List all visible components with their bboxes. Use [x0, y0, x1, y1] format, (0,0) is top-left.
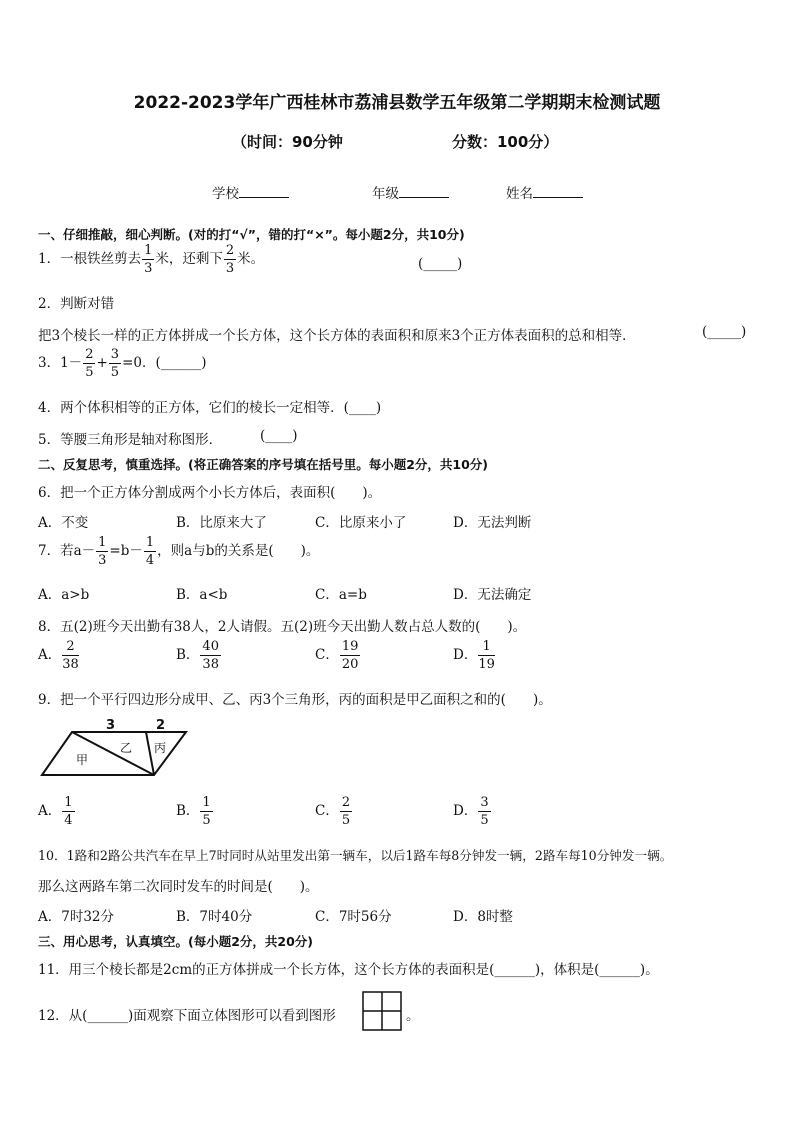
question-1-answer-blank: (_____) [418, 256, 463, 272]
fraction: $\frac{2}{5}$ [341, 795, 351, 828]
question-4: 4．两个体积相等的正方体，它们的棱长一定相等．(____) [38, 400, 382, 416]
exam-score: 分数：100分） [452, 133, 559, 151]
question-6: 6．把一个正方体分割成两个小长方体后，表面积( )。 [38, 485, 382, 501]
fraction: $\frac{1}{19}$ [478, 639, 495, 672]
q9-option-a: A． $\frac{1}{4}$ [38, 795, 73, 828]
fraction: $\frac{1}{3}$ [98, 535, 107, 568]
question-7: 7．若a－ $\frac{1}{3}$ =b－ $\frac{1}{4}$ ，则a与b的关系是( )。 [38, 535, 320, 568]
q7-option-c: C．a=b [315, 587, 367, 603]
q7-option-d: D．无法确定 [453, 587, 532, 603]
page-title: 2022-2023学年广西桂林市荔浦县数学五年级第二学期期末检测试题 [133, 93, 661, 113]
question-12-end: 。 [406, 1008, 420, 1024]
q8-option-d: D． $\frac{1}{19}$ [453, 639, 495, 672]
fraction: $\frac{2}{5}$ [85, 347, 94, 380]
label-2: 2 [156, 718, 166, 733]
fraction: $\frac{3}{5}$ [110, 347, 120, 380]
section-3-heading: 三、用心思考，认真填空。(每小题2分，共20分) [38, 934, 314, 949]
q6-option-b: B．比原来大了 [176, 515, 267, 531]
name-field: 姓名 [506, 182, 583, 202]
question-2-answer-blank: (_____) [702, 324, 747, 340]
q9-option-c: C． $\frac{2}{5}$ [315, 795, 351, 828]
q10-option-b: B．7时40分 [176, 909, 253, 925]
q8-option-b: B． $\frac{40}{38}$ [176, 639, 219, 672]
question-1: 1．一根铁丝剪去 $\frac{1}{3}$ 米，还剩下 $\frac{2}{3}$ 米。 [38, 243, 265, 276]
parallelogram-figure [40, 716, 200, 778]
q10-option-c: C．7时56分 [315, 909, 392, 925]
grade-field: 年级 [372, 182, 449, 202]
square-grid-figure [362, 991, 402, 1031]
q9-option-b: B． $\frac{1}{5}$ [176, 795, 211, 828]
question-2-body: 把3个棱长一样的正方体拼成一个长方体，这个长方体的表面积和原来3个正方体表面积的总和相等． [38, 328, 636, 344]
question-2-heading: 2．判断对错 [38, 296, 115, 312]
fraction: $\frac{3}{5}$ [480, 795, 489, 828]
question-12: 12．从(______)面观察下面立体图形可以看到图形 [38, 1008, 336, 1024]
question-9: 9．把一个平行四边形分成甲、乙、丙3个三角形，丙的面积是甲乙面积之和的( )。 [38, 692, 552, 708]
fraction: $\frac{1}{4}$ [145, 535, 155, 568]
region-yi: 乙 [120, 741, 133, 755]
question-10-line-1: 10．1路和2路公共汽车在早上7时同时从站里发出第一辆车，以后1路车每8分钟发一辆，2路车每10分钟发一辆。 [38, 848, 673, 863]
fraction: $\frac{2}{3}$ [225, 243, 235, 276]
fraction: $\frac{19}{20}$ [341, 639, 359, 672]
question-5: 5．等腰三角形是轴对称图形． [38, 432, 223, 448]
region-bing: 丙 [154, 741, 167, 755]
q6-option-a: A．不变 [38, 515, 89, 531]
section-1-heading: 一、仔细推敲，细心判断。(对的打“√”，错的打“×”。每小题2分，共10分) [38, 227, 465, 242]
fraction: $\frac{1}{5}$ [202, 795, 211, 828]
region-jia: 甲 [76, 753, 89, 767]
q7-option-a: A．a>b [38, 587, 90, 603]
school-field: 学校 [212, 182, 289, 202]
question-11: 11．用三个棱长都是2cm的正方体拼成一个长方体，这个长方体的表面积是(______)，体积是(______)。 [38, 962, 659, 978]
q10-option-a: A．7时32分 [38, 909, 115, 925]
section-2-heading: 二、反复思考，慎重选择。(将正确答案的序号填在括号里。每小题2分，共10分) [38, 457, 489, 472]
fraction: $\frac{40}{38}$ [202, 639, 219, 672]
fraction: $\frac{1}{3}$ [144, 243, 153, 276]
q8-option-a: A． $\frac{2}{38}$ [38, 639, 79, 672]
question-3: 3．1－ $\frac{2}{5}$ + $\frac{3}{5}$ =0．(______) [38, 347, 207, 380]
q6-option-c: C．比原来小了 [315, 515, 407, 531]
fraction: $\frac{2}{38}$ [62, 639, 79, 672]
label-3: 3 [106, 718, 116, 733]
q8-option-c: C． $\frac{19}{20}$ [315, 639, 359, 672]
q9-option-d: D． $\frac{3}{5}$ [453, 795, 489, 828]
q10-option-d: D．8时整 [453, 909, 513, 925]
question-5-answer-blank: (____) [260, 428, 298, 444]
q6-option-d: D．无法判断 [453, 515, 532, 531]
q7-option-b: B．a<b [176, 587, 228, 603]
question-8: 8．五(2)班今天出勤有38人，2人请假。五(2)班今天出勤人数占总人数的( )。 [38, 619, 527, 635]
exam-time: （时间：90分钟 [232, 133, 343, 151]
divider-line [146, 732, 154, 775]
question-10-line-2: 那么这两路车第二次同时发车的时间是( )。 [38, 879, 319, 895]
fraction: $\frac{1}{4}$ [64, 795, 73, 828]
